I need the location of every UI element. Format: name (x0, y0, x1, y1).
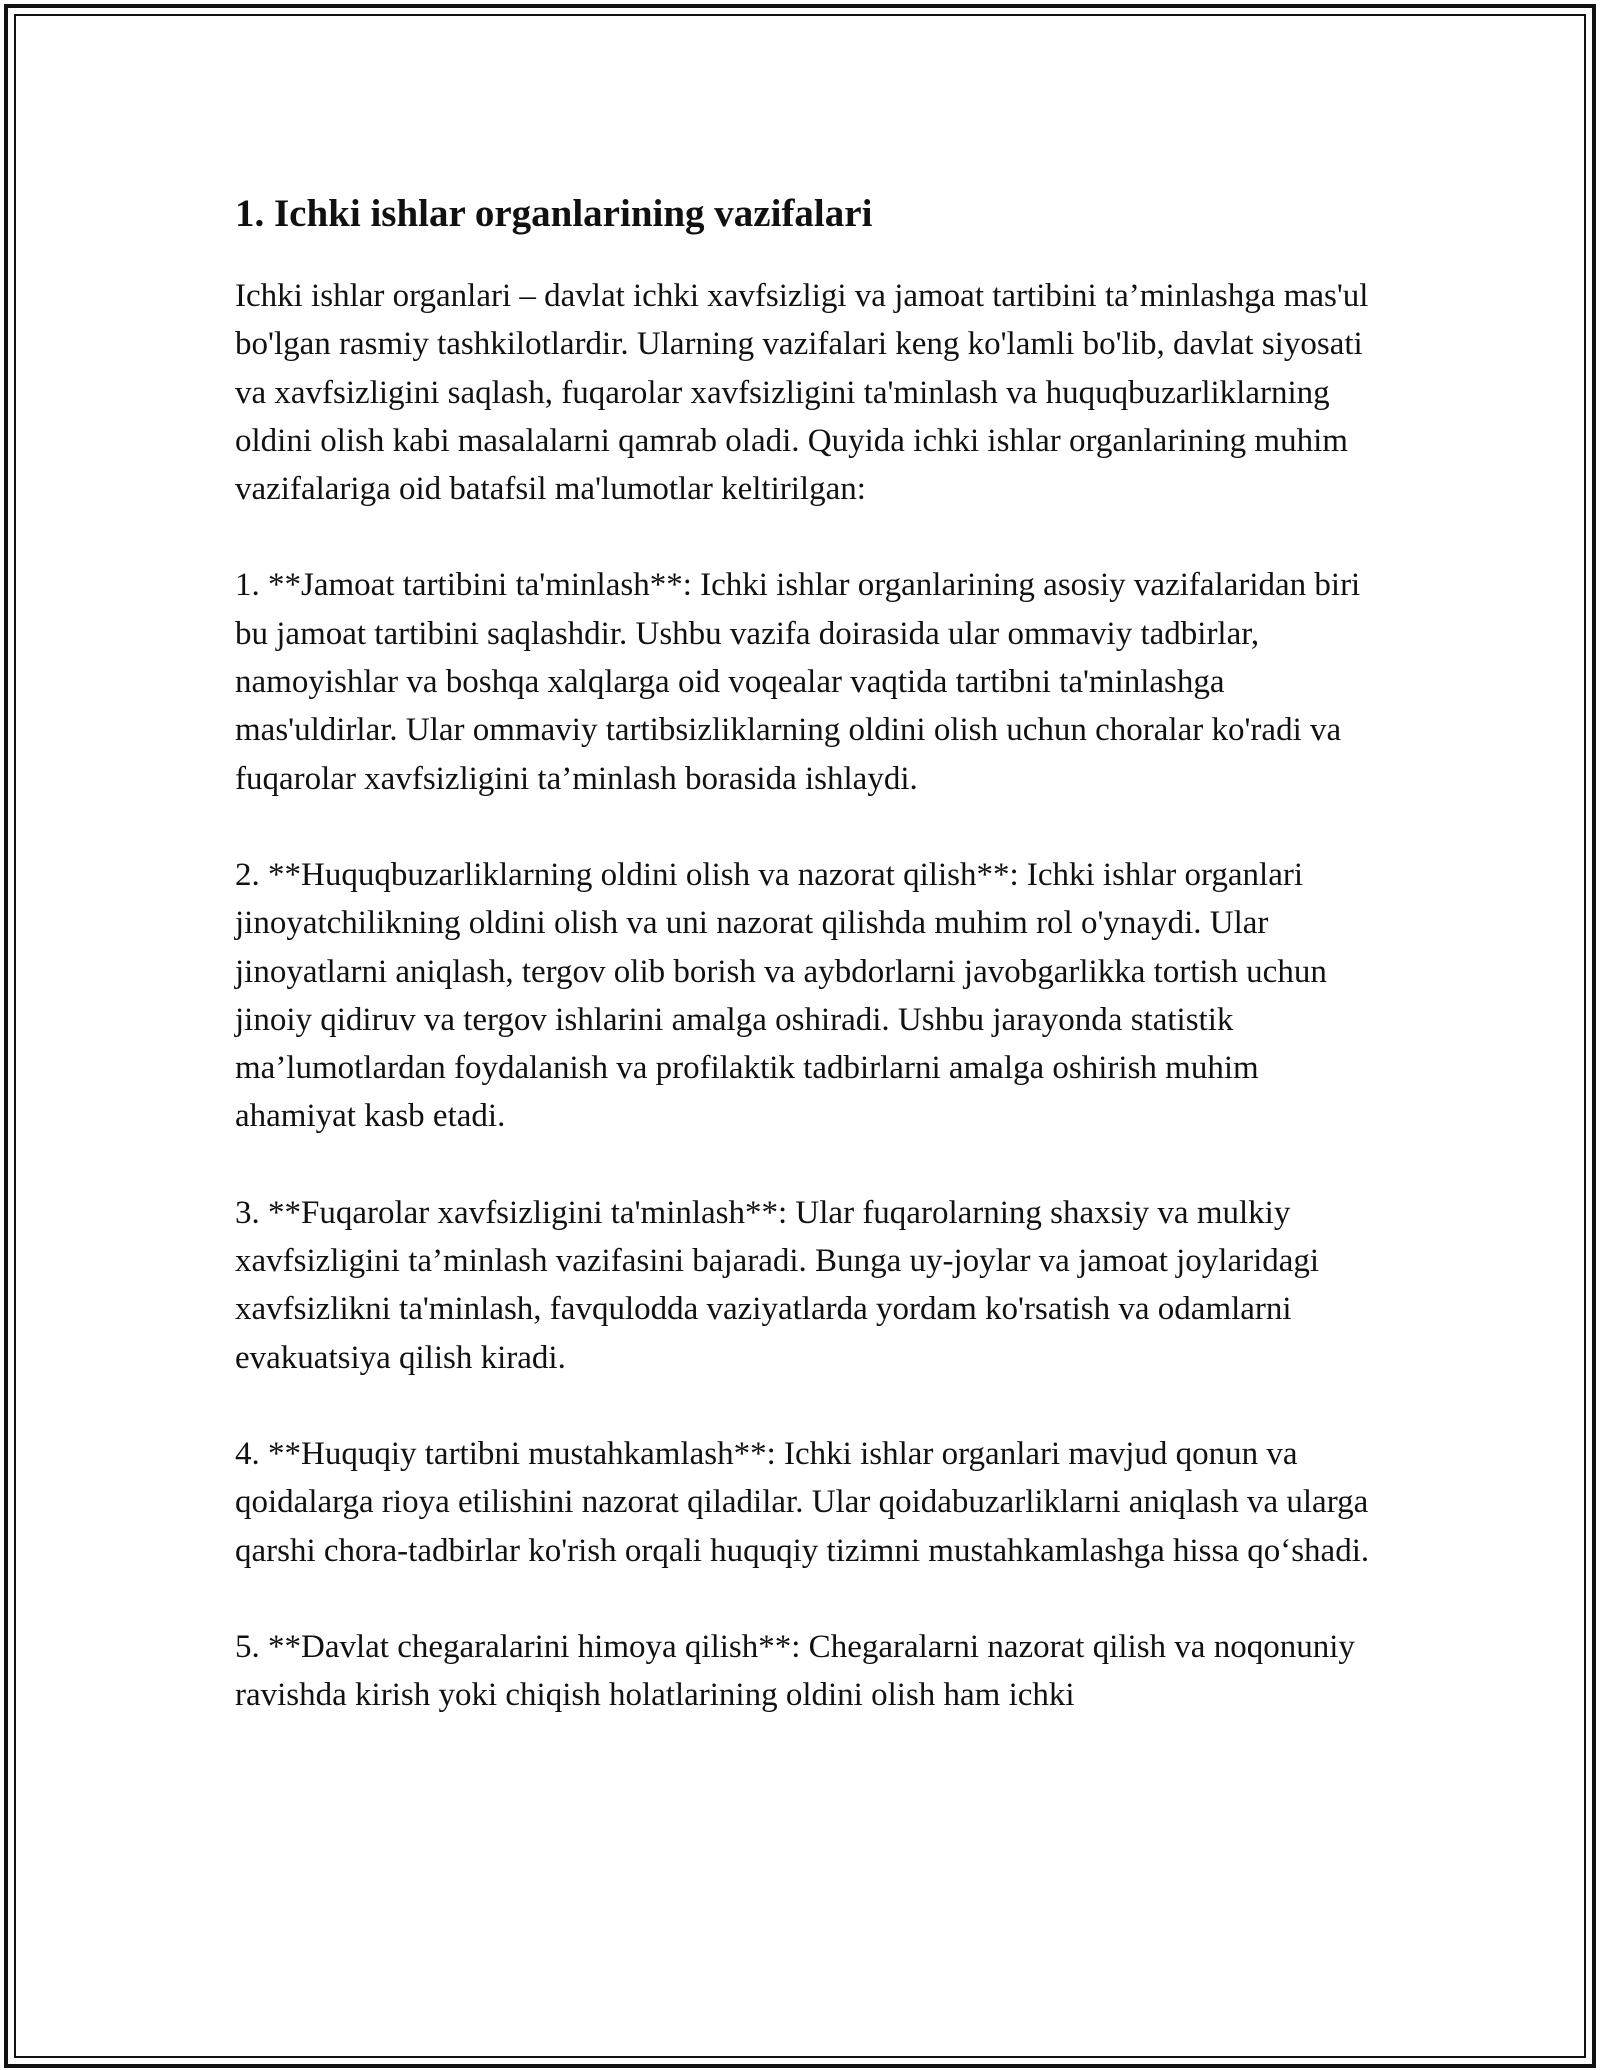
intro-paragraph: Ichki ishlar organlari – davlat ichki xavfsizligi va jamoat tartibini ta’minlashga mas'ul bo'lgan rasmiy tashkilotlardir. Ularning vazifalari keng ko'lamli bo'lib, davlat siyosati va xavfsizligini saqlash, fuqarolar xavfsizligini ta'minlash va huquqbuzarliklarning oldini olish kabi masalalarni qamrab oladi. Quyida ichki ishlar organlarining muhim vazifalariga oid batafsil ma'lumotlar keltirilgan: (235, 278, 1369, 508)
document-heading: 1. Ichki ishlar organlarining vazifalari (235, 192, 873, 235)
document-body (235, 186, 1375, 1719)
paragraph-item-5: 5. **Davlat chegaralarini himoya qilish**: Chegaralarni nazorat qilish va noqonuniy ravishda kirish yoki chiqish holatlarining oldini olish ham ichki (235, 1628, 1355, 1714)
paragraph-item-4: 4. **Huquqiy tartibni mustahkamlash**: Ichki ishlar organlari mavjud qonun va qoidalarga rioya etilishini nazorat qiladilar. Ular qoidabuzarliklarni aniqlash va ularga qarshi chora-tadbirlar ko'rish orqali huquqiy tizimni mustahkamlashga hissa qo‘shadi. (235, 1435, 1370, 1569)
paragraph-item-2: 2. **Huquqbuzarliklarning oldini olish va nazorat qilish**: Ichki ishlar organlari jinoyatchilikning oldini olish va uni nazorat qilishda muhim rol o'ynaydi. Ular jinoyatlarni aniqlash, tergov olib borish va aybdorlarni javobgarlikka tortish uchun jinoiy qidiruv va tergov ishlarini amalga oshiradi. Ushbu jarayonda statistik ma’lumotlardan foydalanish va profilaktik tadbirlarni amalga oshirish muhim ahamiyat kasb etadi. (235, 856, 1327, 1135)
paragraph-item-3: 3. **Fuqarolar xavfsizligini ta'minlash**: Ular fuqarolarning shaxsiy va mulkiy xavfsizligini ta’minlash vazifasini bajaradi. Bunga uy-joylar va jamoat joylaridagi xavfsizlikni ta'minlash, favqulodda vaziyatlarda yordam ko'rsatish va odamlarni evakuatsiya qilish kiradi. (235, 1194, 1320, 1376)
paragraph-item-1: 1. **Jamoat tartibini ta'minlash**: Ichki ishlar organlarining asosiy vazifalaridan biri bu jamoat tartibini saqlashdir. Ushbu vazifa doirasida ular ommaviy tadbirlar, namoyishlar va boshqa xalqlarga oid voqealar vaqtida tartibni ta'minlashga mas'uldirlar. Ular ommaviy tartibsizliklarning oldini olish uchun choralar ko'radi va fuqarolar xavfsizligini ta’minlash borasida ishlaydi. (235, 567, 1361, 797)
